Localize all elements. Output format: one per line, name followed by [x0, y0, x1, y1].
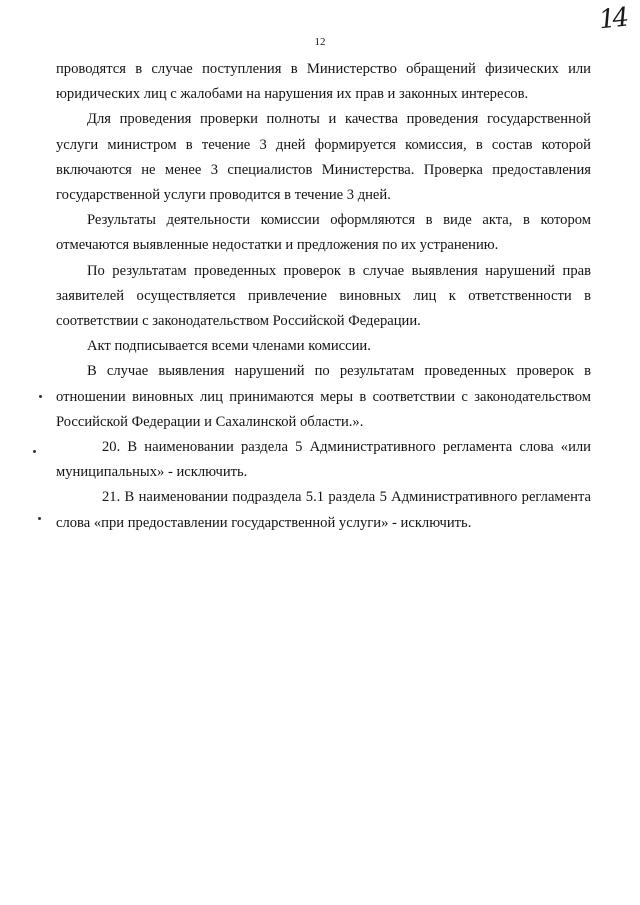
paragraph-results: Результаты деятельности комиссии оформляются в виде акта, в котором отмечаются выявленные недостатки и предложения по их устранению.: [56, 212, 591, 254]
paragraph-measures: В случае выявления нарушений по результатам проведенных проверок в отношении виновных лиц принимаются меры в соответствии с законодательством Российской Федерации и Сахалинской области.».: [56, 363, 591, 430]
scan-speck: [33, 450, 36, 453]
paragraph-act-signing: Акт подписывается всеми членами комиссии.: [87, 338, 371, 355]
item-20: 20. В наименовании раздела 5 Административного регламента слова «или муниципальных» - исключить.: [56, 439, 591, 481]
paragraph-commission: Для проведения проверки полноты и качества проведения государственной услуги министром в течение 3 дней формируется комиссия, в состав которой включаются не менее 3 специалистов Министерства. Проверка предоставления государственной услуги проводится в течение 3 дней.: [56, 111, 591, 204]
page-number: 12: [314, 36, 326, 48]
scan-speck: [39, 395, 42, 398]
scan-speck: [38, 517, 41, 520]
handwritten-sheet-number: 14: [597, 2, 628, 36]
paragraph-liability: По результатам проведенных проверок в случае выявления нарушений прав заявителей осуществляется привлечение виновных лиц к ответственности в соответствии с законодательством Российской Федерации.: [56, 262, 591, 330]
document-body: [56, 57, 591, 536]
paragraph-continuation: проводятся в случае поступления в Министерство обращений физических или юридических лиц с жалобами на нарушения их прав и законных интересов.: [56, 61, 591, 103]
item-21: 21. В наименовании подраздела 5.1 раздела 5 Административного регламента слова «при предоставлении государственной услуги» - исключить.: [56, 489, 591, 531]
